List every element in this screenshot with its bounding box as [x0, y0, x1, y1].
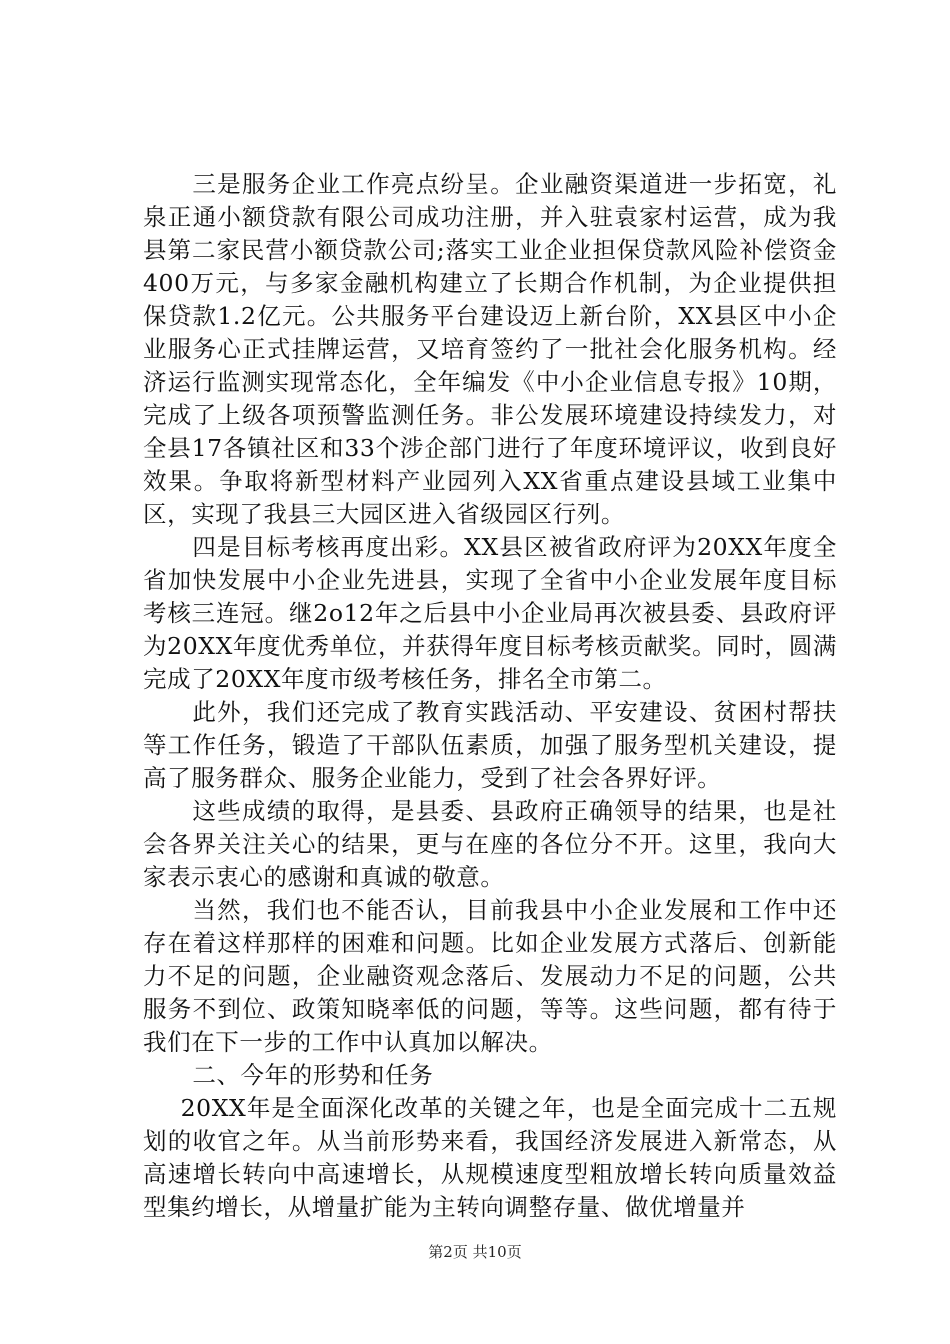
section-heading: 二、今年的形势和任务: [192, 1061, 434, 1089]
paragraph-service-enterprises: 三是服务企业工作亮点纷呈。企业融资渠道进一步拓宽，礼泉正通小额贷款有限公司成功注册，并入驻袁家村运营，成为我县第二家民营小额贷款公司;落实工业企业担保贷款风险补偿资金400万元，与多家金融机构建立了长期合作机制，为企业提供担保贷款1.2亿元。公共服务平台建设迈上新台阶，XX县区中小企业服务心正式挂牌运营，又培育签约了一批社会化服务机构。经济运行监测实现常态化，全年编发《中小企业信息专报》10期，完成了上级各项预警监测任务。非公发展环境建设持续发力，对全县17各镇社区和33个涉企部门进行了年度环境评议，收到良好效果。争取将新型材料产业园列入XX省重点建设县域工业集中区，实现了我县三大园区进入省级园区行列。: [143, 170, 837, 528]
paragraph-acknowledgement: 这些成绩的取得，是县委、县政府正确领导的结果，也是社会各界关注关心的结果，更与在座的各位分不开。这里，我向大家表示衷心的感谢和真诚的敬意。: [143, 797, 837, 891]
paragraph-target-assessment: 四是目标考核再度出彩。XX县区被省政府评为20XX年度全省加快发展中小企业先进县，实现了全省中小企业发展年度目标考核三连冠。继2o12年之后县中小企业局再次被县委、县政府评为20XX年度优秀单位，并获得年度目标考核贡献奖。同时，圆满完成了20XX年度市级考核任务，排名全市第二。: [143, 533, 837, 693]
page-number-footer: 第2页 共10页: [428, 1243, 522, 1261]
document-body: [143, 168, 837, 1224]
paragraph-problems: 当然，我们也不能否认，目前我县中小企业发展和工作中还存在着这样那样的困难和问题。比如企业发展方式落后、创新能力不足的问题，企业融资观念落后、发展动力不足的问题，公共服务不到位、政策知晓率低的问题，等等。这些问题，都有待于我们在下一步的工作中认真加以解决。: [143, 896, 837, 1056]
paragraph-situation: 20XX年是全面深化改革的关键之年，也是全面完成十二五规划的收官之年。从当前形势来看，我国经济发展进入新常态，从高速增长转向中高速增长，从规模速度型粗放增长转向质量效益型集约增长，从增量扩能为主转向调整存量、做优增量并: [143, 1094, 837, 1221]
paragraph-other-tasks: 此外，我们还完成了教育实践活动、平安建设、贫困村帮扶等工作任务，锻造了干部队伍素质，加强了服务型机关建设，提高了服务群众、服务企业能力，受到了社会各界好评。: [143, 698, 837, 792]
